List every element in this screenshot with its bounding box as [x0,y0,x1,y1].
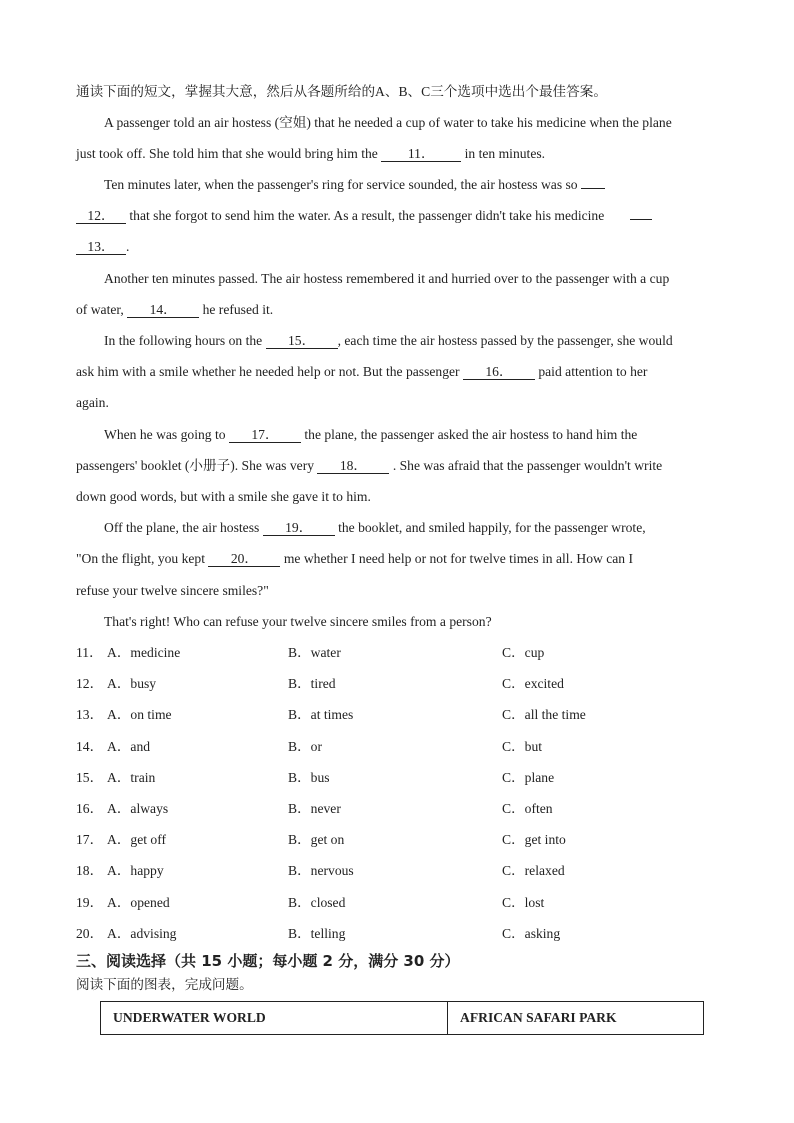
question-row [76,925,716,943]
blank-13: 13． [76,239,126,255]
option-b[interactable]: B．get on [288,832,345,847]
passage-text: "On the flight, you kept [76,551,209,566]
question-row [76,738,716,756]
question-row [76,831,716,849]
passage-text: paid attention to her [534,364,648,379]
passage-text: Off the plane, the air hostess [104,520,263,535]
passage-text: of water, [76,302,128,317]
passage-line [76,145,545,163]
passage-line [76,207,652,225]
option-a[interactable]: A．opened [107,895,170,910]
passage-line: refuse your twelve sincere smiles?" [76,583,269,598]
passage-line [76,238,129,256]
option-b[interactable]: B．or [288,739,322,754]
question-row [76,706,716,724]
option-a[interactable]: A．always [107,801,169,816]
passage-line: A passenger told an air hostess (空姐) that he needed a cup of water to take his medicine when the plane [104,115,672,130]
question-number: 20． [76,926,104,941]
passage-text: In the following hours on the [104,333,266,348]
option-b[interactable]: B．bus [288,770,330,785]
option-c[interactable]: C．plane [502,770,555,785]
passage-text: ask him with a smile whether he needed help or not. But the passenger [76,364,463,379]
question-number: 19． [76,895,104,910]
blank-18: 18． [317,458,389,474]
passage-line: That's right! Who can refuse your twelve sincere smiles from a person? [104,614,492,629]
passage-line [104,426,637,444]
option-b[interactable]: B．tired [288,676,336,691]
option-c[interactable]: C．relaxed [502,863,565,878]
passage-text: that she forgot to send him the water. As a result, the passenger didn't take his medicine [126,208,605,223]
question-number: 13． [76,707,104,722]
table-header-cell: UNDERWATER WORLD [101,1002,448,1034]
option-a[interactable]: A．and [107,739,151,754]
option-c[interactable]: C．often [502,801,553,816]
passage-line [104,519,646,537]
option-c[interactable]: C．but [502,739,543,754]
passage-text: , each time the air hostess passed by the passenger, she would [337,333,673,348]
blank-11: 11． [381,146,461,162]
table-header [100,1001,704,1035]
question-number: 18． [76,863,104,878]
passage-line [76,363,647,381]
passage-text: When he was going to [104,427,229,442]
option-a[interactable]: A．train [107,770,156,785]
passage-text: he refused it. [199,302,274,317]
passage-text: just took off. She told him that she would bring him the [76,146,382,161]
blank-12: 12． [76,208,126,224]
option-b[interactable]: B．water [288,645,341,660]
passage-line [76,457,662,475]
passage-line: down good words, but with a smile she gave it to him. [76,489,371,504]
option-b[interactable]: B．closed [288,895,346,910]
question-row [76,800,716,818]
passage-text: the booklet, and smiled happily, for the passenger wrote, [334,520,646,535]
blank-15: 15． [266,333,338,349]
option-a[interactable]: A．medicine [107,645,181,660]
passage-line: again. [76,395,109,410]
table-header-cell: AFRICAN SAFARI PARK [460,1010,617,1025]
question-row [76,769,716,787]
option-c[interactable]: C．all the time [502,707,586,722]
option-a[interactable]: A．get off [107,832,167,847]
blank-17: 17． [229,427,301,443]
option-c[interactable]: C．excited [502,676,564,691]
option-c[interactable]: C．asking [502,926,561,941]
option-a[interactable]: A．busy [107,676,157,691]
option-b[interactable]: B．never [288,801,341,816]
option-c[interactable]: C．get into [502,832,566,847]
passage-text: . She was afraid that the passenger wouldn't write [389,458,663,473]
option-b[interactable]: B．telling [288,926,346,941]
instruction: 通读下面的短文，掌握其大意，然后从各题所给的A、B、C三个选项中选出个最佳答案。 [76,84,607,99]
blank-20: 20． [208,551,280,567]
passage-text: passengers' booklet (小册子). She was very [76,458,318,473]
passage-line [104,332,673,350]
question-number: 17． [76,832,104,847]
option-c[interactable]: C．cup [502,645,545,660]
section-instruction: 阅读下面的图表，完成问题。 [76,977,253,992]
question-number: 11． [76,645,103,660]
question-number: 15． [76,770,104,785]
blank-13-start [630,219,652,220]
passage-line: Another ten minutes passed. The air hostess remembered it and hurried over to the passenger with a cup [104,271,670,286]
blank-16: 16． [463,364,535,380]
passage-text: in ten minutes. [461,146,546,161]
question-row [76,644,716,662]
question-number: 14． [76,739,104,754]
option-c[interactable]: C．lost [502,895,545,910]
option-b[interactable]: B．at times [288,707,354,722]
question-row [76,862,716,880]
passage-text: Ten minutes later, when the passenger's ring for service sounded, the air hostess was so [104,177,581,192]
question-row [76,675,716,693]
section-title: 三、阅读选择（共 15 小题；每小题 2 分，满分 30 分） [76,952,460,970]
option-b[interactable]: B．nervous [288,863,354,878]
blank-19: 19． [263,520,335,536]
option-a[interactable]: A．advising [107,926,177,941]
blank-14: 14． [127,302,199,318]
question-number: 16． [76,801,104,816]
passage-line [76,550,633,568]
option-a[interactable]: A．happy [107,863,164,878]
passage-line [76,301,273,319]
passage-text: . [126,239,130,254]
question-number: 12． [76,676,104,691]
passage-line [104,176,605,194]
passage-text: the plane, the passenger asked the air hostess to hand him the [300,427,638,442]
passage-text: me whether I need help or not for twelve times in all. How can I [280,551,633,566]
option-a[interactable]: A．on time [107,707,172,722]
question-row [76,894,716,912]
blank-12-start [581,188,605,189]
